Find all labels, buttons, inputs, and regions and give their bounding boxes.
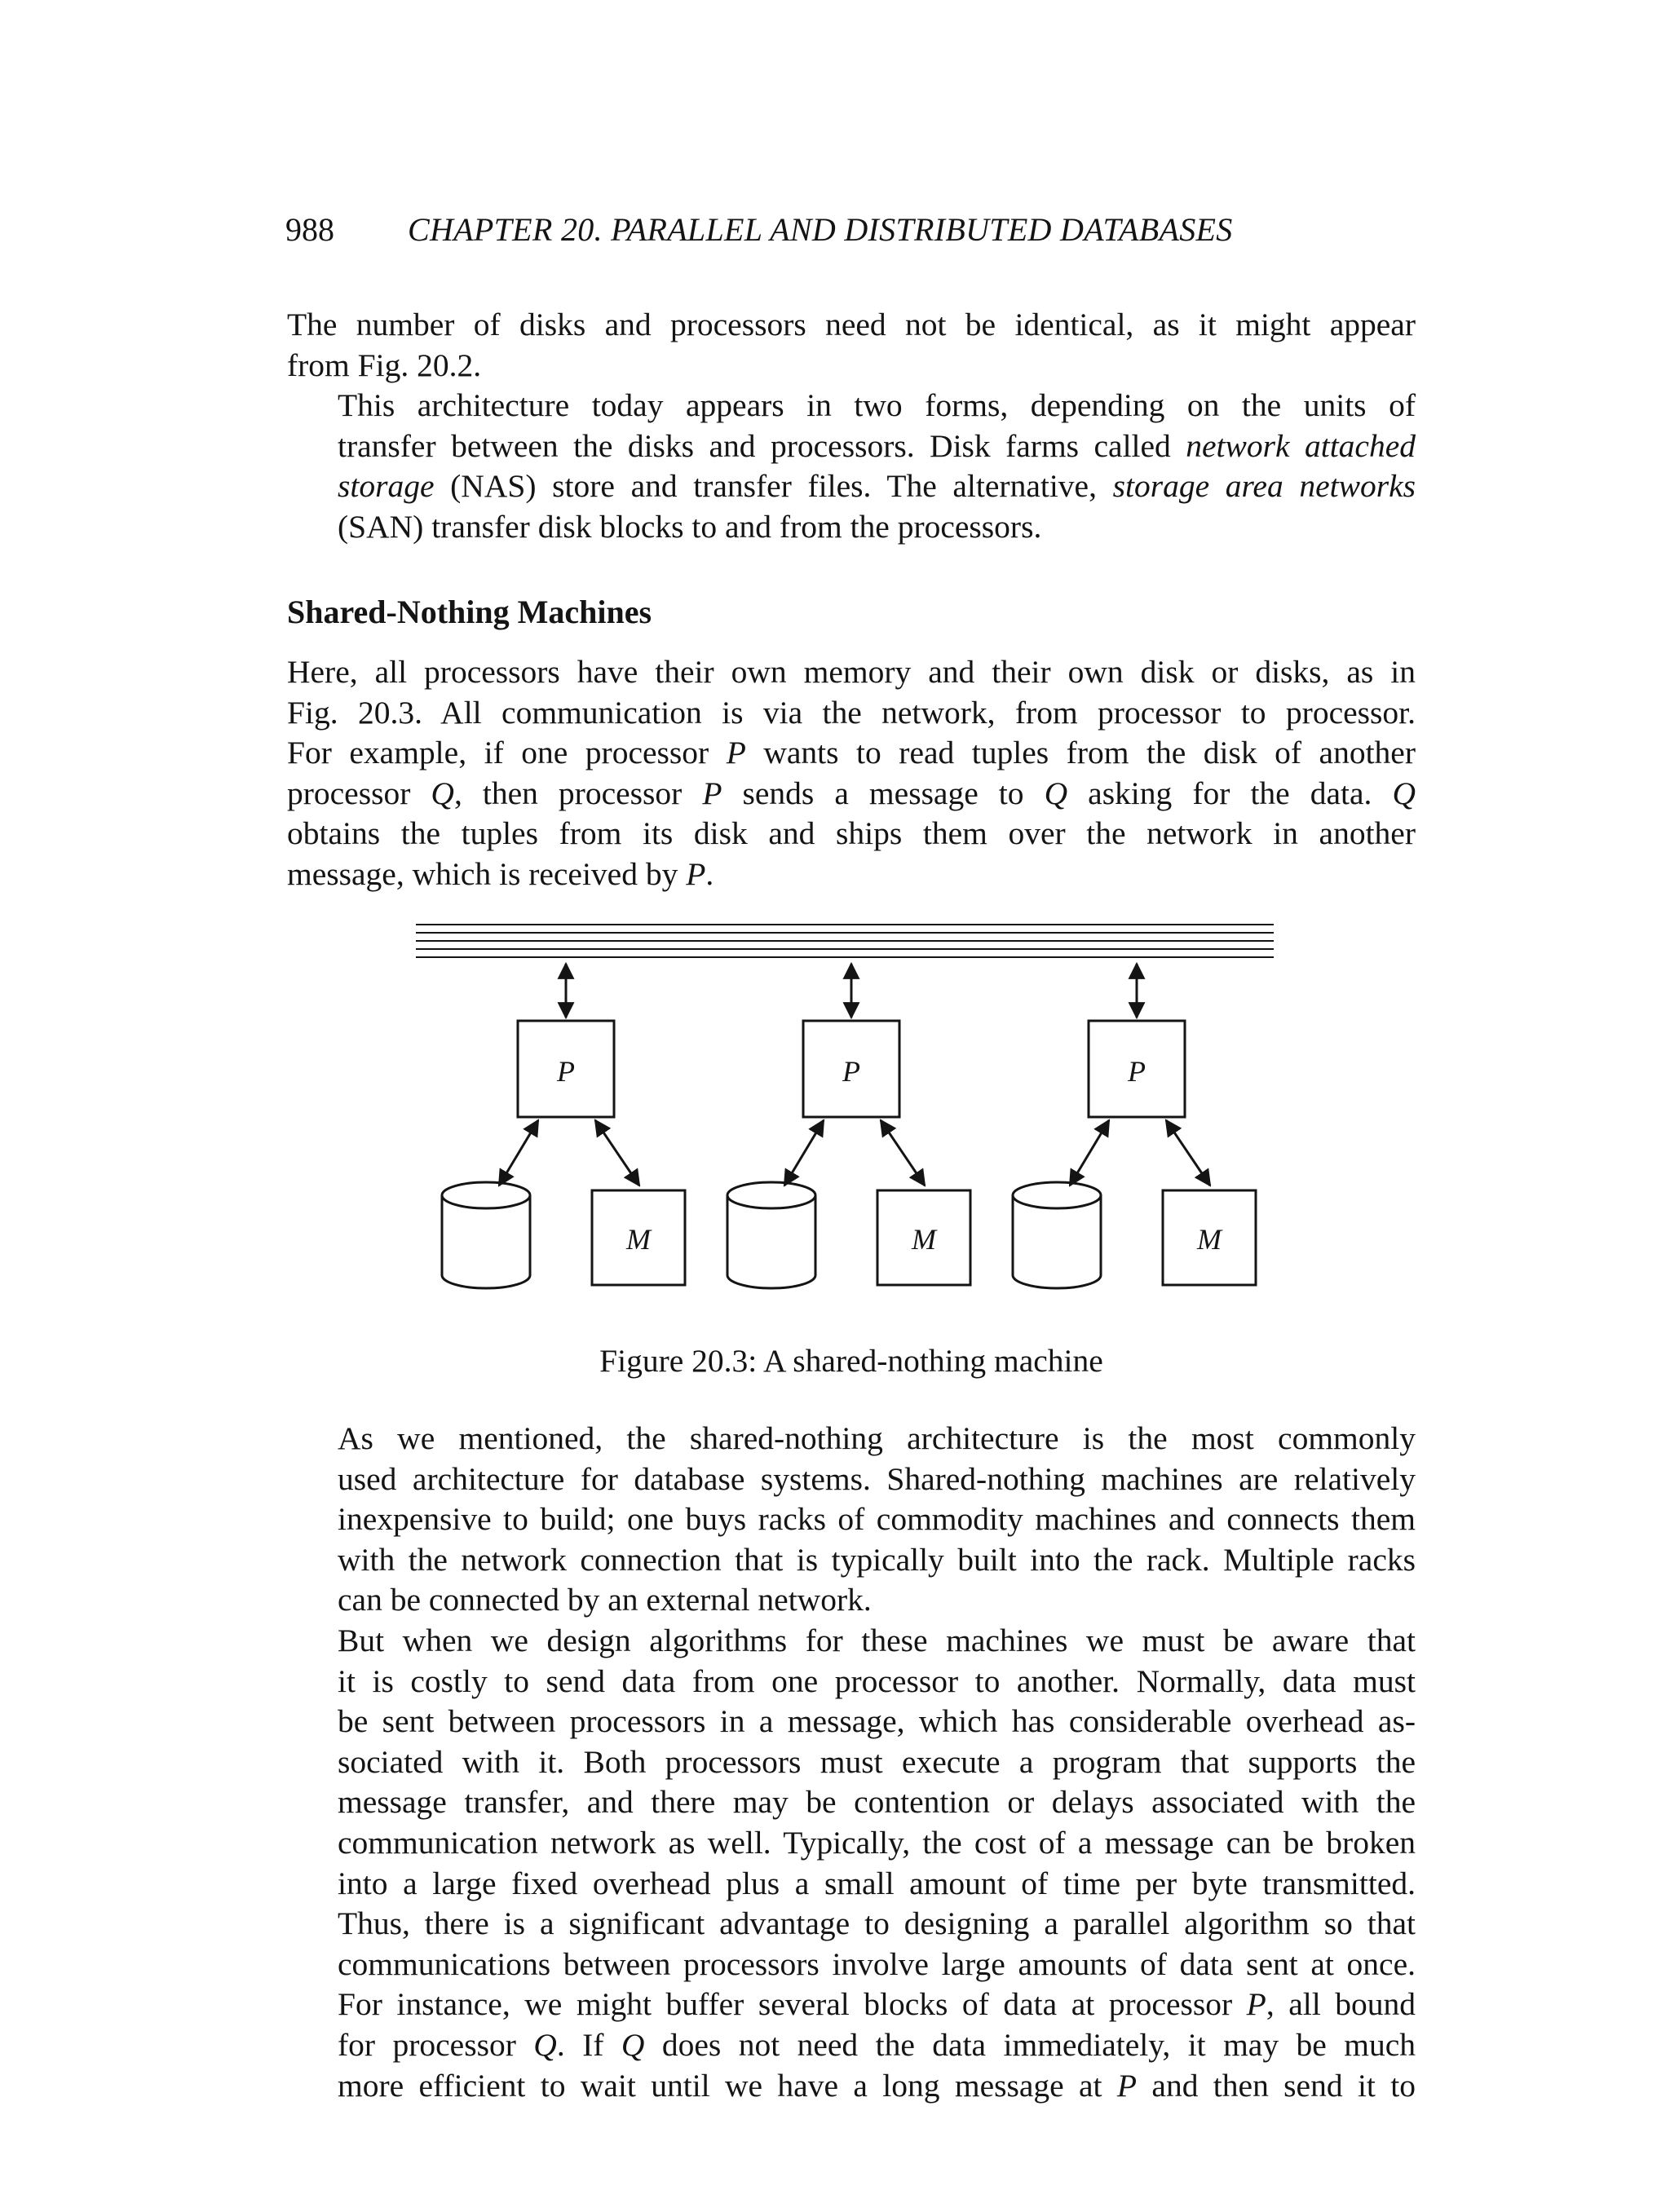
paragraph bbox=[287, 1621, 1416, 2106]
disk-cylinder bbox=[442, 1182, 530, 1288]
text-line: communications between processors involve large amounts of data sent at once. bbox=[338, 1945, 1416, 1982]
text-line: can be connected by an external network. bbox=[338, 1582, 872, 1618]
node-2 bbox=[727, 964, 970, 1288]
text-line: For example, if one processor P wants to read tuples from the disk of another bbox=[287, 735, 1416, 771]
memory-link-arrow bbox=[881, 1120, 925, 1185]
processor-label: P bbox=[557, 1055, 575, 1088]
text-line: obtains the tuples from its disk and ships them over the network in another bbox=[287, 815, 1416, 852]
paragraph bbox=[287, 652, 1416, 895]
disk-link-arrow bbox=[784, 1120, 824, 1185]
text-line: communication network as well. Typically, the cost of a message can be broken bbox=[338, 1824, 1416, 1861]
memory-label: M bbox=[626, 1223, 651, 1256]
text-line: used architecture for database systems. Shared-nothing machines are relatively bbox=[338, 1460, 1416, 1497]
paragraph bbox=[287, 305, 1416, 386]
text-line: Thus, there is a significant advantage to designing a parallel algorithm so that bbox=[338, 1905, 1416, 1942]
paragraph bbox=[287, 386, 1416, 547]
memory-link-arrow bbox=[1166, 1120, 1210, 1185]
text-line: This architecture today appears in two forms, depending on the units of bbox=[338, 387, 1416, 424]
text-line: with the network connection that is typically built into the rack. Multiple racks bbox=[338, 1541, 1416, 1578]
page-number: 988 bbox=[285, 211, 334, 248]
text-line: The number of disks and processors need not be identical, as it might appear bbox=[287, 307, 1416, 342]
running-head bbox=[285, 210, 1419, 249]
text-line: into a large fixed overhead plus a small amount of time per byte transmitted. bbox=[338, 1865, 1416, 1901]
text-line: transfer between the disks and processors. Disk farms called network attached bbox=[338, 427, 1416, 464]
text-line: (SAN) transfer disk blocks to and from the processors. bbox=[338, 508, 1042, 545]
memory-label: M bbox=[1197, 1223, 1222, 1256]
shared-nothing-diagram bbox=[408, 913, 1288, 1370]
text-line: for processor Q. If Q does not need the data immediately, it may be much bbox=[338, 2026, 1416, 2063]
text-line: message, which is received by P. bbox=[287, 855, 714, 892]
text-line: be sent between processors in a message, which has considerable overhead as- bbox=[338, 1703, 1416, 1740]
body-text bbox=[287, 1419, 1416, 2106]
text-line: Here, all processors have their own memory and their own disk or disks, as in bbox=[287, 654, 1416, 690]
disk-link-arrow bbox=[499, 1120, 538, 1185]
text-line: But when we design algorithms for these machines we must be aware that bbox=[338, 1622, 1416, 1658]
network-bus bbox=[416, 925, 1274, 957]
text-line: Fig. 20.3. All communication is via the network, from processor to processor. bbox=[287, 694, 1416, 731]
text-line: As we mentioned, the shared-nothing architecture is the most commonly bbox=[338, 1420, 1416, 1456]
text-line: storage (NAS) store and transfer files. The alternative, storage area networks bbox=[338, 468, 1416, 505]
diagram-svg bbox=[408, 913, 1288, 1321]
processor-label: P bbox=[842, 1055, 860, 1088]
node-1 bbox=[442, 964, 685, 1288]
memory-label: M bbox=[912, 1223, 936, 1256]
text-line: sociated with it. Both processors must execute a program that supports the bbox=[338, 1743, 1416, 1780]
paragraph bbox=[287, 1419, 1416, 1621]
processor-label: P bbox=[1128, 1055, 1146, 1088]
disk-cylinder bbox=[1013, 1182, 1101, 1288]
chapter-title: CHAPTER 20. PARALLEL AND DISTRIBUTED DATABASES bbox=[408, 211, 1233, 248]
section-text bbox=[287, 652, 1416, 895]
text-line: from Fig. 20.2. bbox=[287, 347, 482, 383]
text-line: it is costly to send data from one processor to another. Normally, data must bbox=[338, 1662, 1416, 1699]
section-heading: Shared-Nothing Machines bbox=[287, 594, 652, 630]
text-line: inexpensive to build; one buys racks of commodity machines and connects them bbox=[338, 1501, 1416, 1538]
figure-caption: Figure 20.3: A shared-nothing machine bbox=[599, 1343, 1103, 1379]
text-line: processor Q, then processor P sends a message to Q asking for the data. Q bbox=[287, 775, 1416, 811]
node-3 bbox=[1013, 964, 1256, 1288]
disk-link-arrow bbox=[1070, 1120, 1109, 1185]
text-line: more efficient to wait until we have a long message at P and then send it to bbox=[338, 2067, 1416, 2104]
text-line: For instance, we might buffer several blocks of data at processor P, all bound bbox=[338, 1986, 1416, 2023]
memory-link-arrow bbox=[595, 1120, 639, 1185]
disk-cylinder bbox=[727, 1182, 815, 1288]
text-line: message transfer, and there may be contention or delays associated with the bbox=[338, 1784, 1416, 1821]
intro-text bbox=[287, 305, 1416, 548]
